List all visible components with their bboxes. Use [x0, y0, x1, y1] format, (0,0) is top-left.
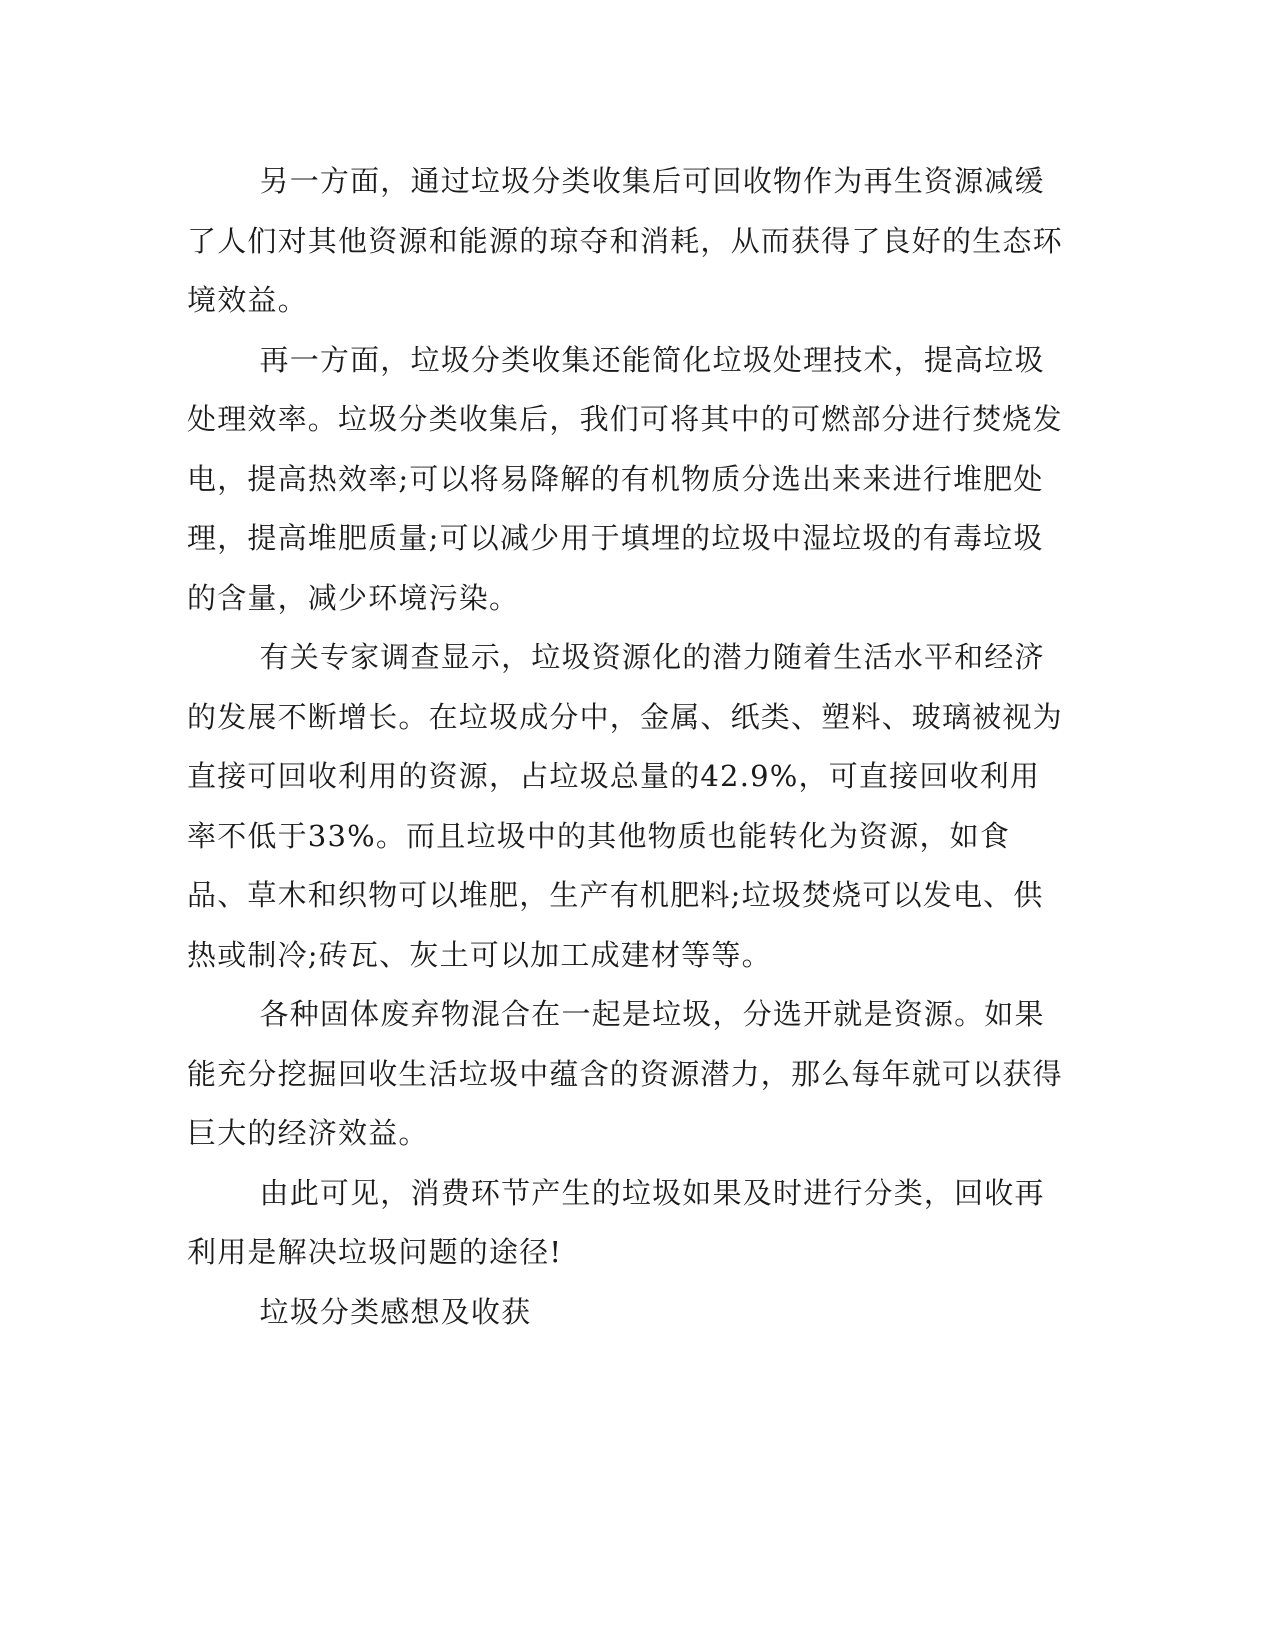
- paragraph-processing-efficiency: 再一方面，垃圾分类收集还能简化垃圾处理技术，提高垃圾处理效率。垃圾分类收集后，我们可将其中的可燃部分进行焚烧发电，提高热效率;可以将易降解的有机物质分选出来来进行堆肥处理，提高堆肥质量;可以减少用于填埋的垃圾中湿垃圾的有毒垃圾的含量，减少环境污染。: [187, 342, 1063, 615]
- paragraph-expert-survey: 有关专家调查显示，垃圾资源化的潜力随着生活水平和经济的发展不断增长。在垃圾成分中，金属、纸类、塑料、玻璃被视为直接可回收利用的资源，占垃圾总量的42.9%，可直接回收利用率不低于33%。而且垃圾中的其他物质也能转化为资源，如食品、草木和织物可以堆肥，生产有机肥料;垃圾焚烧可以发电、供热或制冷;砖瓦、灰土可以加工成建材等等。: [187, 640, 1063, 972]
- paragraph-conclusion: 由此可见，消费环节产生的垃圾如果及时进行分类，回收再利用是解决垃圾问题的途径!: [187, 1175, 1045, 1269]
- document-body: [187, 152, 1067, 1342]
- paragraph-resource-conservation: 另一方面，通过垃圾分类收集后可回收物作为再生资源减缓了人们对其他资源和能源的琼夺和消耗，从而获得了良好的生态环境效益。: [187, 164, 1063, 317]
- section-heading: 垃圾分类感想及收获: [259, 1294, 532, 1329]
- paragraph-economic-benefit: 各种固体废弃物混合在一起是垃圾，分选开就是资源。如果能充分挖掘回收生活垃圾中蕴含的资源潜力，那么每年就可以获得巨大的经济效益。: [187, 997, 1063, 1150]
